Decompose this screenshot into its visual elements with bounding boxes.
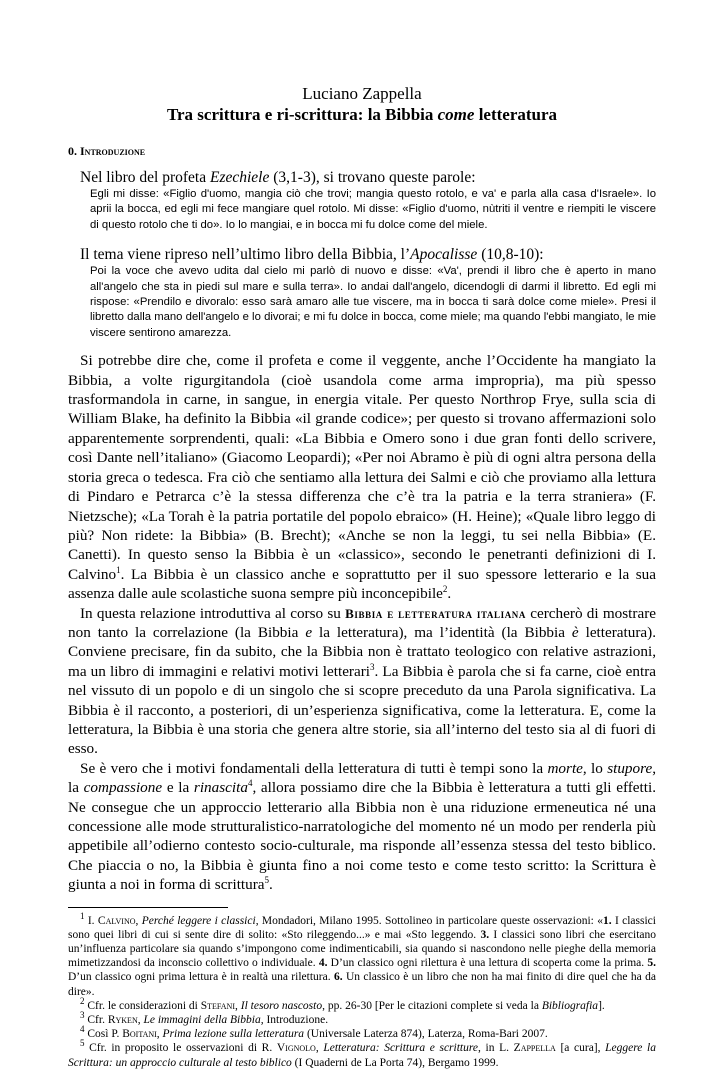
footnote-2: $^2$ Cfr. le considerazioni di Stefani, Il tesoro nascosto, pp. 26-30 [Per le citazioni complete si veda la Bibliografia].	[80, 996, 605, 1012]
footnote-ref-5[interactable]: 5	[264, 875, 270, 886]
section-heading	[68, 144, 656, 158]
footnote-ref-3[interactable]: 3	[370, 661, 375, 672]
paragraph-1: Si potrebbe dire che, come il profeta e come il veggente, anche l’Occidente ha mangiato la Bibbia, a volte rigurgitandola (cioè usandola come arma impropria), ma più spesso trasformandola in carne, in sangue, in energia vitale. Per questo Northrop Frye, sulla scia di William Blake, ha definito la Bibbia «il grande codice»; per questo si trovano affermazioni solo apparentemente sorprendenti, quali: «La Bibbia e Omero sono i due gran fonti dello scrivere, così Dante nell’italiano» (Giacomo Leopardi); «Per noi Abramo è più di ogni altra persona della storia greca o tedesca. Fra ciò che sentiamo alla lettura dei Salmi e ciò che proviamo alla lettura di Pindaro e Petrarca c’è la stessa differenza che c’è tra la patria e la terra straniera» (F. Nietzsche); «La Torah è la patria portatile del popolo ebraico» (H. Heine); «Quale libro leggo di più? Non ridete: la Bibbia» (B. Brecht); «Anche se non la leggi, tu sei nella Bibbia» (E. Canetti). In questo senso la Bibbia è un «classico», secondo le penetranti definizioni di I. Calvino$^1$. La Bibbia è un classico anche e soprattutto per il suo spessore letterario e la sua assenza dalle aule scolastiche suona sempre più inconcepibile$^2$.	[68, 352, 656, 603]
title-text-end: letteratura	[474, 105, 558, 124]
author-name: Luciano Zappella	[302, 84, 422, 103]
course-name: Bibbia e letteratura italiana	[345, 605, 527, 621]
footnote-1: $^1$ I. Calvino, Perché leggere i classici, Mondadori, Milano 1995. Sottolineo in particolare queste osservazioni: «1. I classici sono quei libri di cui si sente dire di solito: «Sto rileggendo...» e mai «Sto leggendo. 3. I classici sono libri che esercitano un’influenza particolare sia quando s’impongono come indimenticabili, sia quando si nascondono nelle pieghe della memoria mimetizzandosi da inconscio collettivo o individuale. 4. D’un classico ogni rilettura è una lettura di scoperta come la prima. 5. D’un classico ogni prima lettura è in realtà una rilettura. 6. Un classico è un libro che non ha mai finito di dire quel che ha da dire».	[68, 910, 657, 998]
intro-line-2: Il tema viene ripreso nell’ultimo libro della Bibbia, l’Apocalisse (10,8-10):	[80, 246, 544, 264]
paragraph-3: Se è vero che i motivi fondamentali della letteratura di tutti è tempi sono la morte, lo stupore, la compassione e la rinascita$^4$, allora possiamo dire che la Bibbia è letteratura a tutti gli effetti. Ne consegue che un approccio letterario alla Bibbia non è una riduzione ermeneutica né una concessione alle mode strutturalistico-narratologiche del momento né un modo per renderla più appetibile all’odierno contesto socio-culturale, ma risponde all’essenza stessa del testo biblico. Che piaccia o no, la Bibbia è giunta fino a noi come testo e come testo scritto: la Scrittura è giunta a noi in forma di scrittura$^5$.	[68, 759, 656, 894]
paragraph-2: In questa relazione introduttiva al corso su Bibbia e letteratura italiana cercherò di mostrare non tanto la correlazione (la Bibbia e la letteratura), ma l’identità (la Bibbia è letteratura). Conviene precisare, fin da subito, che la Bibbia non è trattato teologico con relative astrazioni, ma un libro di immagini e relativi motivi letterari$^3$. La Bibbia è parola che si fa carne, cioè entra nel vissuto di un popolo e di un singolo che si scopre preceduto da una Parola significativa. La Bibbia è il racconto, a posteriori, di un’esperienza significativa, come la letteratura. E, come la letteratura, la Bibbia è una storia che genera altre storie, sia all’interno del testo sia al di fuori di esso.	[68, 604, 657, 758]
document-page	[68, 84, 656, 1070]
section-number: 0.	[68, 144, 80, 158]
footnote-ref-1[interactable]: 1	[116, 564, 121, 575]
footnote-4: $^4$ Così P. Boitani, Prima lezione sulla letteratura (Universale Laterza 874), Laterza, Roma-Bari 2007.	[80, 1024, 548, 1041]
footnote-3: $^3$ Cfr. Ryken, Le immagini della Bibbia, Introduzione.	[80, 1010, 329, 1027]
block-quote-ezechiele: Egli mi disse: «Figlio d'uomo, mangia ciò che trovi; mangia questo rotolo, e va' e parla alla casa d'Israele». Io aprii la bocca, ed egli mi fece mangiare quel rotolo. Mi disse: «Figlio d'uomo, nùtriti il ventre e riempiti le viscere di questo rotolo che ti do». Io lo mangiai, e in bocca mi fu dolce come del miele.	[90, 188, 656, 231]
intro-line-1: Nel libro del profeta Ezechiele (3,1-3), si trovano queste parole:	[80, 169, 476, 186]
section-name: Introduzione	[80, 144, 146, 158]
title-text: Tra scrittura e ri-scrittura: la Bibbia	[166, 105, 438, 124]
title-emphasis: come	[437, 105, 475, 124]
footnote-divider	[68, 907, 228, 908]
page-title	[68, 104, 656, 126]
footnote-ref-4[interactable]: 4	[247, 778, 253, 789]
footnote-ref-2[interactable]: 2	[442, 584, 448, 595]
footnote-5: $^5$ Cfr. in proposito le osservazioni di R. Vignolo, Letteratura: Scrittura e scritture, in L. Zappella [a cura], Leggere la Scrittura: un approccio culturale al testo biblico (I Quaderni de La Porta 74), Bergamo 1999.	[68, 1038, 656, 1069]
block-quote-apocalisse: Poi la voce che avevo udita dal cielo mi parlò di nuovo e disse: «Va', prendi il libro che è aperto in mano all'angelo che sta in piedi sul mare e sulla terra». Io andai dall'angelo, dicendogli di darmi il libretto. Ed egli mi rispose: «Prendilo e divoralo: esso sarà amaro alle tue viscere, ma in bocca ti sarà dolce come miele». Presi il libretto dalla mano dell'angelo e lo divorai; e mi fu dolce in bocca, come miele; ma quando l'ebbi mangiato, le mie viscere sentirono amarezza.	[90, 265, 656, 339]
